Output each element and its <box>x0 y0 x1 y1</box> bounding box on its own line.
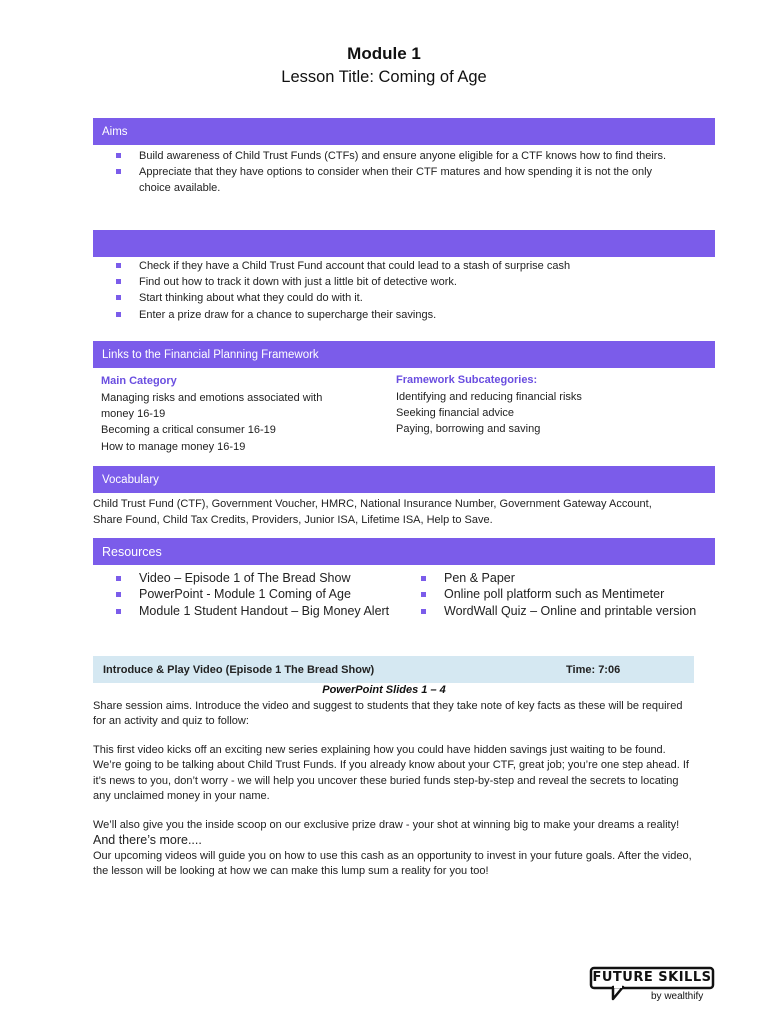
list-item: PowerPoint - Module 1 Coming of Age <box>116 586 416 602</box>
list-item: Check if they have a Child Trust Fund account that could lead to a stash of surprise cash <box>116 258 696 274</box>
lesson-title: Lesson Title: Coming of Age <box>281 68 487 86</box>
intro-title: Introduce & Play Video (Episode 1 The Bread Show) <box>103 663 375 676</box>
intro-time: Time: 7:06 <box>566 663 621 676</box>
list-item: Appreciate that they have options to consider when their CTF matures and how spending it is not the only choice available. <box>116 164 676 196</box>
subcategories-label: Framework Subcategories: <box>396 374 538 386</box>
list-item: Identifying and reducing financial risks <box>396 391 582 403</box>
list-item: Start thinking about what they could do with it. <box>116 290 696 306</box>
intro-paragraph-2: This first video kicks off an exciting new series explaining how you could have hidden savings just waiting to be found. We’re going to be talking about Child Trust Funds. If you already know about your CTF, great job; you’re one step ahead. If it’s news to you, don’t worry - we will help you uncover these buried funds step-by-step and reveal the secrets to locating any unclaimed money in your name. <box>93 744 689 802</box>
list-item: WordWall Quiz – Online and printable version <box>421 603 697 619</box>
list-item: Online poll platform such as Mentimeter <box>421 586 697 602</box>
list-item: Pen & Paper <box>421 570 697 586</box>
list-item: Module 1 Student Handout – Big Money Alert <box>116 603 416 619</box>
intro-paragraph-3 <box>93 818 693 850</box>
aims-list <box>116 148 676 197</box>
aims-heading: Aims <box>93 118 715 145</box>
framework-heading: Links to the Financial Planning Framework <box>93 341 715 368</box>
resources-right-list <box>421 570 697 619</box>
list-item: Paying, borrowing and saving <box>396 423 541 436</box>
module-title: Module 1 <box>347 44 421 63</box>
vocabulary-heading: Vocabulary <box>93 466 715 493</box>
objectives-list <box>116 258 696 323</box>
list-item: Seeking financial advice <box>396 407 515 420</box>
vocabulary-text: Child Trust Fund (CTF), Government Voucher, HMRC, National Insurance Number, Government Gateway Account, Share Found, Child Tax Credits, Providers, Junior ISA, Lifetime ISA, Help to Save. <box>93 498 652 527</box>
list-item: Enter a prize draw for a chance to supercharge their savings. <box>116 307 696 323</box>
main-category-label: Main Category <box>101 375 177 387</box>
logo-brand: FUTURE SKILLS <box>592 970 712 985</box>
future-skills-logo <box>589 965 715 1007</box>
intro-paragraph-3-more: And there’s more.... <box>93 833 202 848</box>
list-item: Find out how to track it down with just a little bit of detective work. <box>116 274 696 290</box>
objectives-heading <box>93 230 715 257</box>
logo-byline: by wealthify <box>651 991 704 1002</box>
intro-paragraph-3-text: We’ll also give you the inside scoop on our exclusive prize draw - your shot at winning big to make your dreams a reality! <box>93 819 680 831</box>
list-item: Becoming a critical consumer 16-19 <box>101 424 276 437</box>
list-item: Build awareness of Child Trust Funds (CTFs) and ensure anyone eligible for a CTF knows how to find theirs. <box>116 148 676 164</box>
intro-paragraph-1: Share session aims. Introduce the video and suggest to students that they take note of key facts as these will be required for an activity and quiz to follow: <box>93 700 683 728</box>
list-item: Managing risks and emotions associated with money 16-19 <box>101 392 323 421</box>
intro-band <box>93 656 694 683</box>
slides-reference: PowerPoint Slides 1 – 4 <box>322 684 446 696</box>
resources-heading: Resources <box>93 538 715 565</box>
list-item: How to manage money 16-19 <box>101 440 246 453</box>
resources-left-list <box>116 570 416 619</box>
subcategories-list <box>396 389 696 438</box>
intro-paragraph-4: Our upcoming videos will guide you on how to use this cash as an opportunity to invest in your future goals. After the video, the lesson will be looking at how we can make this lump sum a reality for you too! <box>93 850 692 878</box>
main-category-list <box>101 390 326 455</box>
list-item: Video – Episode 1 of The Bread Show <box>116 570 416 586</box>
